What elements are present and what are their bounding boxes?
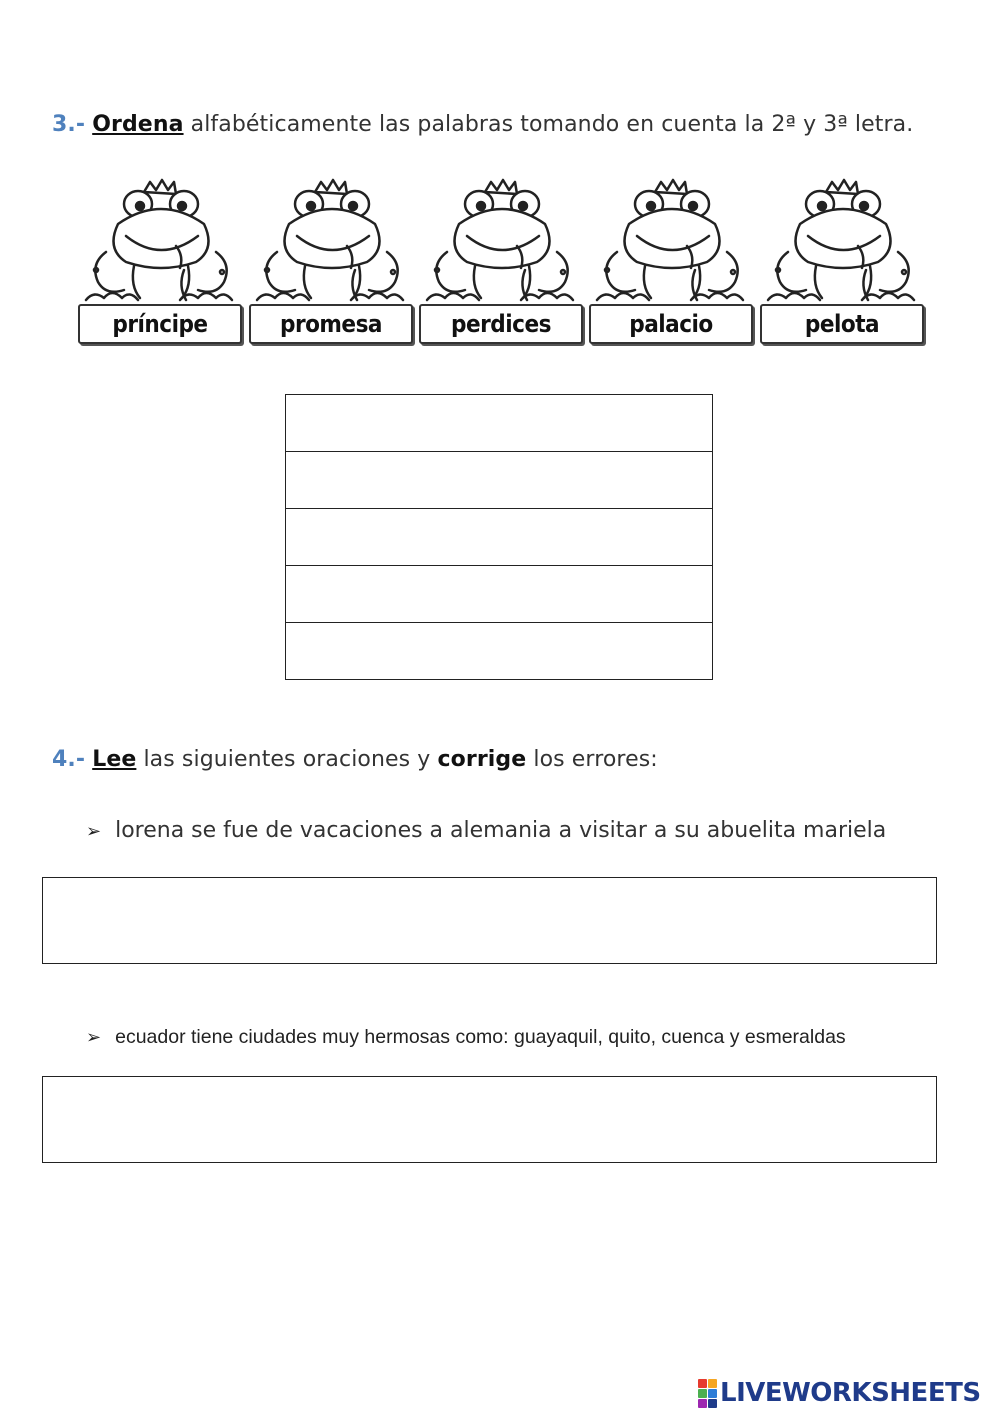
- logo-block: [698, 1399, 707, 1408]
- liveworksheets-logo[interactable]: [698, 1377, 981, 1409]
- answer-cell[interactable]: [286, 623, 713, 680]
- section-number: 4.-: [52, 747, 86, 772]
- correction-box[interactable]: [42, 1076, 937, 1163]
- frog-card: [76, 174, 242, 346]
- logo-block: [708, 1379, 717, 1388]
- instruction-text: las siguientes oraciones y: [136, 747, 438, 772]
- logo-block: [698, 1379, 707, 1388]
- keyword-lee: Lee: [92, 747, 137, 772]
- frog-card: [417, 174, 583, 346]
- sentence-text: lorena se fue de vacaciones a alemania a visitar a su abuelita mariela: [115, 818, 887, 843]
- answer-cell[interactable]: [286, 452, 713, 509]
- keyword-corrige: corrige: [437, 747, 527, 772]
- frog-card: [587, 174, 753, 346]
- frog-card: [758, 174, 924, 346]
- word-sign: promesa: [249, 304, 413, 344]
- sentence-item: [86, 1026, 846, 1049]
- word-sign: perdices: [419, 304, 583, 344]
- answer-cell[interactable]: [286, 395, 713, 452]
- logo-block: [708, 1389, 717, 1398]
- instruction-text: los errores:: [526, 747, 658, 772]
- correction-box[interactable]: [42, 877, 937, 964]
- instruction-text: alfabéticamente las palabras tomando en cuenta la 2ª y 3ª letra.: [183, 112, 914, 137]
- word-sign: pelota: [760, 304, 924, 344]
- logo-blocks-icon: [698, 1379, 717, 1408]
- logo-text: LIVEWORKSHEETS: [720, 1378, 981, 1408]
- answer-cell[interactable]: [286, 509, 713, 566]
- keyword-ordena: Ordena: [92, 112, 184, 137]
- sentence-item: [86, 818, 886, 843]
- section-number: 3.-: [52, 112, 86, 137]
- sentence-text: ecuador tiene ciudades muy hermosas como: guayaquil, quito, cuenca y esmeraldas: [115, 1026, 846, 1048]
- logo-block: [698, 1389, 707, 1398]
- logo-block: [708, 1399, 717, 1408]
- arrow-bullet-icon: ➢: [86, 821, 102, 842]
- word-sign: príncipe: [78, 304, 242, 344]
- word-sign: palacio: [589, 304, 753, 344]
- section-3-instruction: [52, 112, 913, 137]
- frog-card: [247, 174, 413, 346]
- frog-word-cards: [76, 174, 926, 346]
- section-4-instruction: [52, 747, 658, 772]
- answer-cell[interactable]: [286, 566, 713, 623]
- arrow-bullet-icon: ➢: [86, 1027, 102, 1047]
- alphabetical-order-table: [285, 394, 713, 680]
